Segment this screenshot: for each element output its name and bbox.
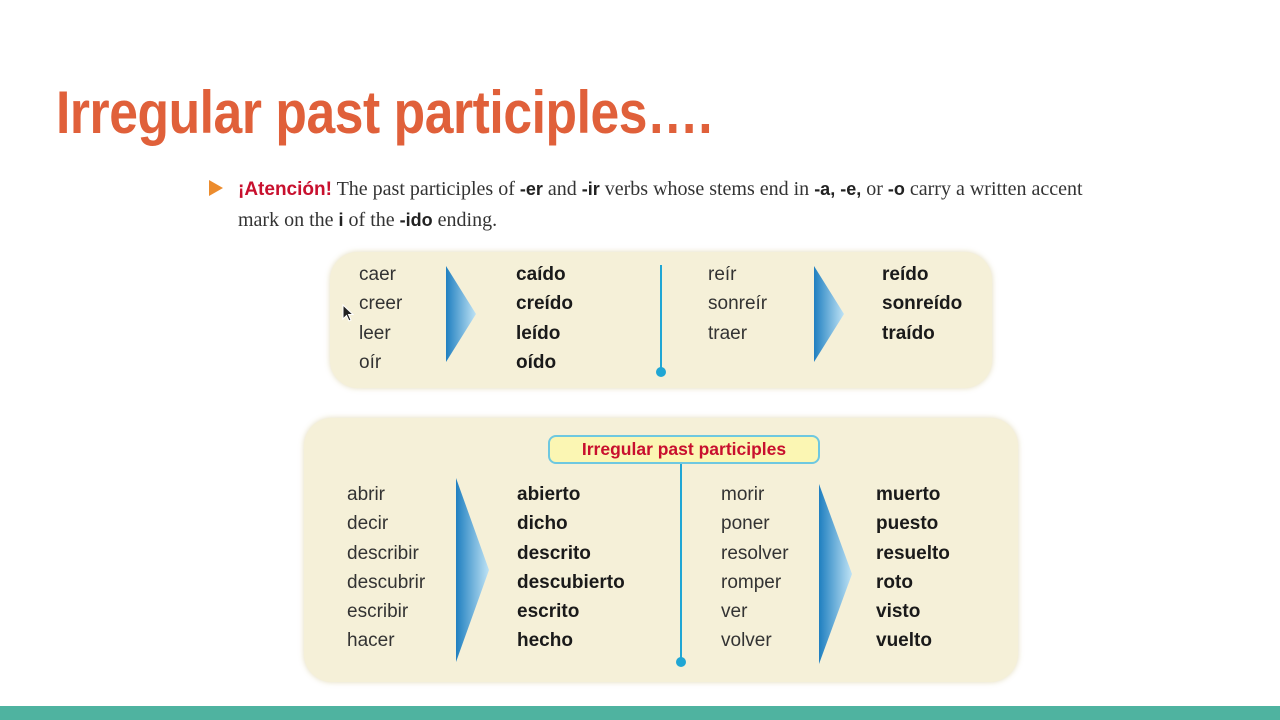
note-text: and	[542, 178, 582, 200]
infinitive: oír	[359, 351, 382, 373]
note-e: -e,	[840, 179, 862, 199]
note-ido: -ido	[399, 210, 433, 230]
infinitive: morir	[721, 484, 765, 505]
mouse-cursor-icon	[342, 304, 354, 322]
note-i: i	[338, 210, 344, 230]
infinitive: reír	[708, 264, 737, 285]
irregular-left-participles	[517, 480, 625, 656]
infinitive: creer	[359, 293, 403, 315]
participle: leído	[516, 322, 561, 344]
note-text: The past participles of	[331, 178, 520, 200]
note-text: ending.	[432, 209, 498, 231]
participle: abierto	[517, 484, 581, 505]
irregular-left-infinitives	[347, 480, 425, 656]
attention-note	[238, 174, 1098, 236]
infinitive: sonreír	[708, 293, 768, 315]
divider-dot	[656, 367, 666, 377]
irregular-label: Irregular past participles	[548, 435, 820, 464]
note-a: -a,	[814, 179, 836, 199]
attention-label: ¡Atención!	[238, 179, 332, 200]
participle: descrito	[517, 542, 591, 564]
divider-line	[680, 464, 682, 658]
infinitive: poner	[721, 513, 770, 535]
note-text: verbs whose stems end in	[599, 178, 815, 200]
blue-arrow-icon	[819, 484, 852, 664]
participle: visto	[876, 601, 921, 623]
infinitive: caer	[359, 264, 396, 285]
note-text: of the	[343, 209, 400, 231]
blue-arrow-icon	[814, 266, 844, 362]
divider-dot	[676, 657, 686, 667]
participle: escrito	[517, 601, 580, 623]
participle: resuelto	[876, 542, 950, 564]
infinitive: leer	[359, 322, 391, 344]
participle: puesto	[876, 513, 939, 535]
blue-arrow-icon	[456, 478, 489, 662]
infinitive: abrir	[347, 484, 386, 505]
note-ir: -ir	[581, 179, 600, 199]
infinitive: describir	[347, 542, 419, 564]
participle: reído	[882, 264, 929, 285]
participle: descubierto	[517, 571, 625, 593]
accent-left-participles	[516, 260, 573, 377]
infinitive: volver	[721, 630, 772, 652]
accent-right-infinitives	[708, 260, 767, 348]
note-o: -o	[887, 179, 905, 199]
infinitive: descubrir	[347, 571, 426, 593]
infinitive: traer	[708, 322, 748, 344]
note-text: or	[861, 178, 888, 200]
infinitive: ver	[721, 601, 748, 623]
participle: sonreído	[882, 293, 963, 315]
blue-arrow-icon	[446, 266, 476, 362]
participle: vuelto	[876, 630, 932, 652]
participle: traído	[882, 322, 935, 344]
participle: creído	[516, 293, 574, 315]
note-text: carry a written accent mark on the	[238, 178, 1083, 231]
slide-title: Irregular past participles….	[56, 79, 713, 146]
participle: hecho	[517, 630, 573, 652]
participle: dicho	[517, 513, 568, 535]
irregular-right-infinitives	[721, 480, 789, 656]
accent-left-infinitives	[359, 260, 402, 377]
irregular-right-participles	[876, 480, 950, 656]
divider-line	[660, 265, 662, 371]
footer-bar	[0, 706, 1280, 720]
participle: roto	[876, 571, 913, 593]
participle: muerto	[876, 484, 941, 505]
infinitive: resolver	[721, 542, 789, 564]
infinitive: decir	[347, 513, 389, 535]
infinitive: romper	[721, 571, 782, 593]
participle: caído	[516, 264, 566, 285]
note-er: -er	[519, 179, 543, 199]
accent-right-participles	[882, 260, 962, 348]
orange-triangle-bullet-icon	[209, 180, 223, 196]
participle: oído	[516, 351, 557, 373]
infinitive: hacer	[347, 630, 395, 652]
infinitive: escribir	[347, 601, 409, 623]
